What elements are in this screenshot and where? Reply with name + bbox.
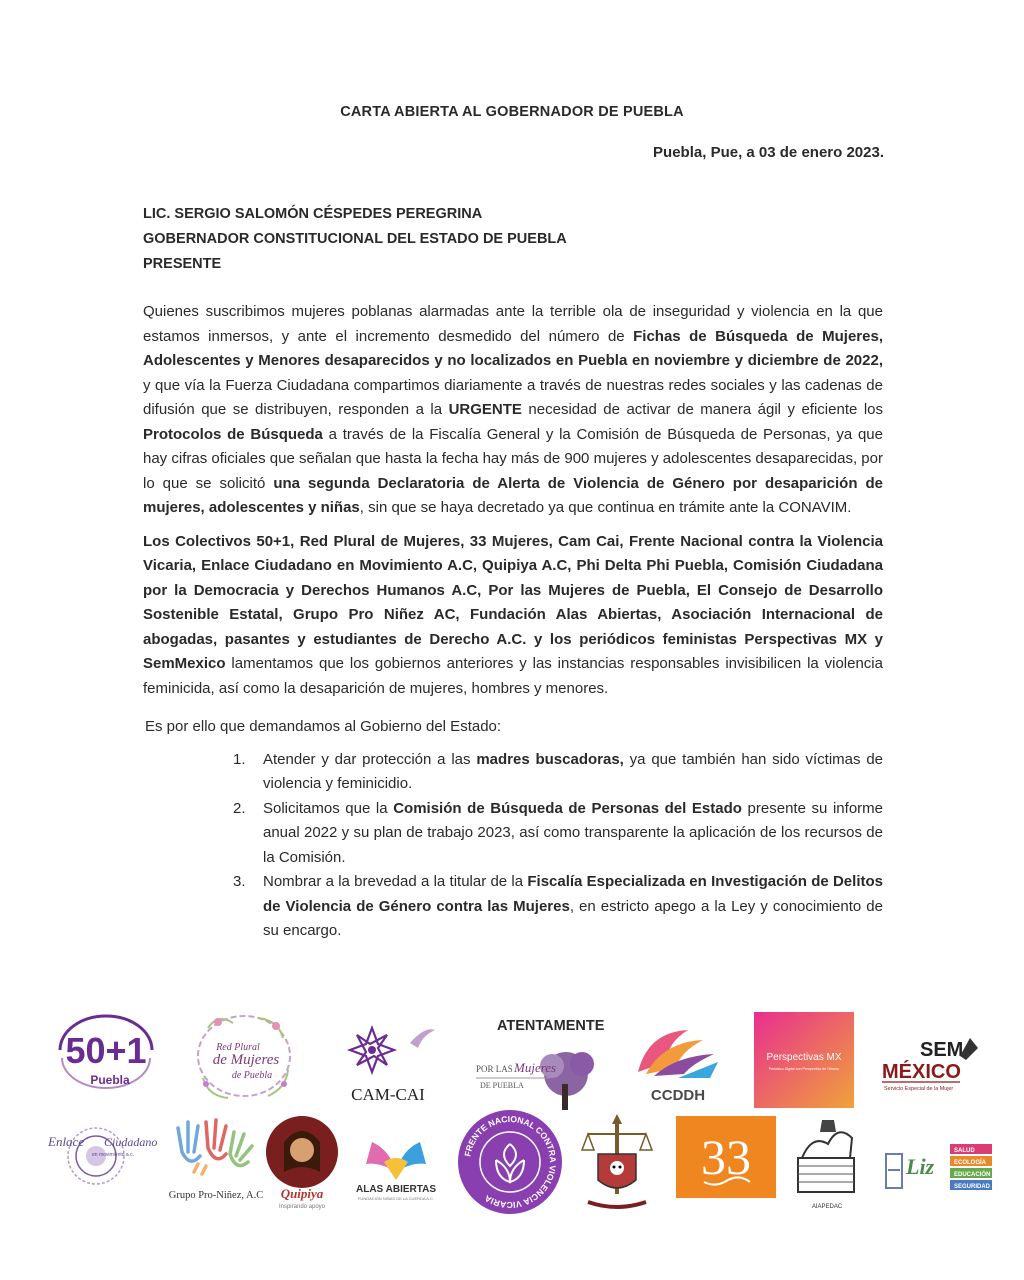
logo-cam-cai (340, 1018, 440, 1108)
addressee-block (143, 202, 883, 277)
logo-liz-item: SALUD (954, 1148, 975, 1154)
logo-grupo-pro-ninez-text: Grupo Pro-Niñez, A.C (168, 1190, 264, 1201)
logo-quipiya-name: Quipiya (280, 1186, 324, 1201)
logo-frente-nacional (456, 1108, 564, 1216)
addressee-present: PRESENTE (143, 256, 222, 272)
logo-sem-text: SEM (920, 1039, 964, 1061)
logo-red-plural-line2: de Mujeres (212, 1052, 280, 1068)
demand-item: 3. Nombrar a la brevedad a la titular de la Fiscalía Especializada en Investigación de Delitos de Violencia de Género contra las Mujeres, en estricto apego a la Ley y conocimiento de su encargo. (233, 873, 883, 939)
logo-ccddh (618, 1022, 738, 1104)
logo-grupo-pro-ninez (168, 1112, 264, 1208)
demands-list (143, 748, 883, 944)
logo-por-las-mujeres-line1: POR LAS (476, 1064, 513, 1074)
logo-alas-tagline: FUNDACIÓN NIÑAS DE LA CUERDA A.C. (357, 1196, 435, 1201)
logo-red-plural (188, 1008, 300, 1108)
logo-por-las-mujeres-line2: Mujeres (514, 1060, 557, 1075)
logo-liz-name: Liz (906, 1154, 935, 1179)
logo-cam-cai-text: CAM-CAI (351, 1085, 425, 1104)
paragraph-2: Los Colectivos 50+1, Red Plural de Mujeres, 33 Mujeres, Cam Cai, Frente Nacional contra la Violencia Vicaria, Enlace Ciudadano en Movimiento A.C, Quipiya A.C, Phi Delta Phi Puebla, Comisión Ciudadana por la Democracia y Derechos Humanos A.C, Por las Mujeres de Puebla, El Consejo de Desarrollo Sostenible Estatal, Grupo Pro Niñez AC, Fundación Alas Abiertas, Asociación Internacional de abogadas, pasantes y estudiantes de Derecho A.C. y los periódicos feministas Perspectivas MX y SemMexico lamentamos que los gobiernos anteriores y las instancias responsables invisibilicen la violencia feminicida, así como la desaparición de mujeres, hombres y menores. (143, 532, 883, 697)
logo-enlace-line2: Ciudadano (104, 1135, 158, 1149)
demand-intro: Es por ello que demandamos al Gobierno del Estado: (145, 718, 502, 735)
logo-sem-mexico (878, 1034, 990, 1100)
logo-liz-item: EDUCACIÓN (954, 1172, 991, 1178)
logo-alas-name: ALAS ABIERTAS (356, 1184, 436, 1195)
addressee-name: LIC. SERGIO SALOMÓN CÉSPEDES PEREGRINA (143, 206, 483, 222)
logo-sem-tagline: Servicio Especial de la Mujer (884, 1086, 954, 1092)
demand-item: 1. Atender y dar protección a las madres buscadoras, ya que también han sido víctimas de violencia y feminicidio. (233, 750, 883, 792)
logo-aiapedac-text: AIAPEDAC (811, 1204, 843, 1210)
logo-enlace-line1: Enlace (48, 1134, 85, 1149)
logo-33-text: 33 (701, 1129, 751, 1185)
logo-aiapedac (782, 1114, 872, 1214)
letter-body (143, 300, 883, 944)
logo-perspectivas-tagline: Periódico Digital con Perspectiva de Género (768, 1067, 840, 1071)
addressee-position: GOBERNADOR CONSTITUCIONAL DEL ESTADO DE PUEBLA (143, 231, 567, 247)
logo-red-plural-line1: Red Plural (216, 1042, 260, 1053)
logo-quipiya (262, 1112, 342, 1212)
logo-alas-abiertas (344, 1132, 448, 1202)
logo-perspectivas-title: Perspectivas MX (766, 1052, 842, 1063)
demand-item: 2. Solicitamos que la Comisión de Búsqueda de Personas del Estado presente su informe anual 2022 y su plan de trabajo 2023, así como transparente la aplicación de los recursos de la Comisión. (233, 799, 883, 866)
logo-por-las-mujeres-line3: DE PUEBLA (480, 1081, 524, 1090)
logo-liz-item: ECOLOGÍA (954, 1160, 987, 1166)
logo-enlace-line3: en movimiento a.c. (92, 1152, 134, 1158)
logo-perspectivas-mx (754, 1012, 854, 1108)
letter-title: CARTA ABIERTA AL GOBERNADOR DE PUEBLA (340, 104, 684, 120)
logo-phi-delta-phi (574, 1110, 660, 1214)
logo-mexico-text: MÉXICO (882, 1061, 961, 1083)
logo-liz (884, 1140, 996, 1194)
paragraph-1: Quienes suscribimos mujeres poblanas alarmadas ante la terrible ola de inseguridad y violencia en la que estamos inmersos, y ante el incremento desmedido del número de Fichas de Búsqueda de Mujeres, Adolescentes y Menores desaparecidos y no localizados en Puebla en noviembre y diciembre de 2022, y que vía la Fuerza Ciudadana compartimos diariamente a través de nuestras redes sociales y las cadenas de difusión que se distribuyen, responden a la URGENTE necesidad de activar de manera ágil y eficiente los Protocolos de Búsqueda a través de la Fiscalía General y la Comisión de Búsqueda de Personas, ya que hay cifras oficiales que señalan que hasta la fecha hay más de 900 mujeres y adolescentes desaparecidas, por lo que se solicitó una segunda Declaratoria de Alerta de Violencia de Género por desaparición de mujeres, adolescentes y niñas, sin que se haya decretado ya que continua en trámite ante la CONAVIM. (143, 303, 883, 516)
logo-frente-text: FRENTE NACIONAL CONTRA VIOLENCIA VICARIA (462, 1113, 559, 1211)
logo-33-mujeres (676, 1116, 776, 1198)
logo-ccddh-text: CCDDH (650, 1087, 706, 1104)
logo-50mas1-main: 50+1 (65, 1030, 147, 1071)
closing-atentamente: ATENTAMENTE (497, 1018, 605, 1034)
letter-date: Puebla, Pue, a 03 de enero 2023. (653, 144, 884, 161)
logo-red-plural-line3: de Puebla (231, 1070, 273, 1081)
logo-50mas1 (50, 1010, 162, 1090)
logo-quipiya-tagline: Inspirando apoyo (278, 1204, 326, 1210)
logo-50mas1-sub: Puebla (90, 1073, 130, 1087)
logo-liz-item: SEGURIDAD (954, 1184, 991, 1190)
logo-enlace-ciudadano (38, 1118, 158, 1190)
